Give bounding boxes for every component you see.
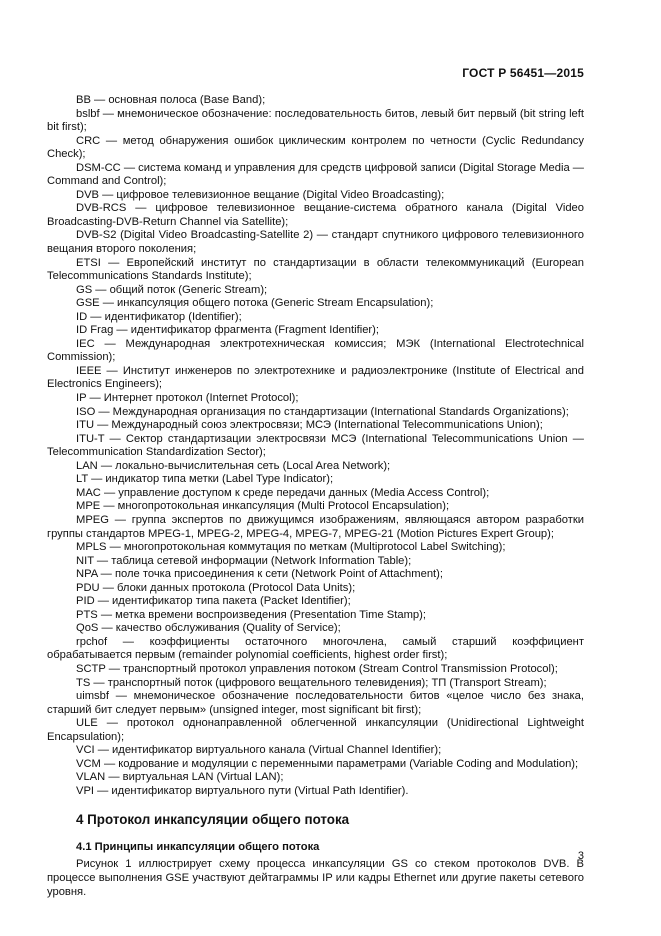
abbreviation-entry: VLAN — виртуальная LAN (Virtual LAN);: [76, 771, 284, 784]
abbreviation-entry: IEEE — Институт инженеров по электротехнике и радиоэлектронике (Institute of Electrical and Electronics Engineers);: [47, 364, 584, 391]
abbreviation-list: [47, 94, 584, 798]
abbreviation-entry: MPEG — группа экспертов по движущимся изображениям, являющаяся автором разработки группы стандартов MPEG-1, MPEG-2, MPEG-4, MPEG-7, MPEG-21 (Motion Pictures Expert Group);: [47, 513, 584, 540]
page-number: 3: [577, 850, 584, 862]
abbreviation-entry: BB — основная полоса (Base Band);: [76, 94, 266, 106]
section-4-heading: 4 Протокол инкапсуляции общего потока: [76, 812, 350, 828]
abbreviation-entry: DVB — цифровое телевизионное вещание (Digital Video Broadcasting);: [76, 188, 445, 201]
abbreviation-entry: GSE — инкапсуляция общего потока (Generic Stream Encapsulation);: [76, 297, 434, 310]
section-4-1-paragraph: Рисунок 1 иллюстрирует схему процесса инкапсуляции GS со стеком протоколов DVB. В процессе выполнения GSE участвуют дейтаграммы IP или кадры Ethernet или другие пакеты сетевого уровня.: [47, 858, 584, 898]
abbreviation-entry: MAC — управление доступом к среде передачи данных (Media Access Control);: [76, 486, 490, 499]
section-4-1-heading: 4.1 Принципы инкапсуляции общего потока: [76, 841, 320, 854]
abbreviation-entry: LT — индикатор типа метки (Label Type Indicator);: [76, 473, 334, 486]
abbreviation-entry: NIT — таблица сетевой информации (Network Information Table);: [76, 554, 412, 567]
abbreviation-entry: MPLS — многопротокольная коммутация по меткам (Multiprotocol Label Switching);: [76, 541, 506, 554]
abbreviation-entry: PTS — метка времени воспроизведения (Presentation Time Stamp);: [76, 608, 426, 621]
abbreviation-entry: bslbf — мнемоническое обозначение: последовательность битов, левый бит первый (bit string left bit first);: [47, 107, 584, 134]
abbreviation-entry: DVB-S2 (Digital Video Broadcasting-Satellite 2) — стандарт спутникого цифрового телевизионного вещания второго поколения;: [47, 229, 584, 256]
abbreviation-entry: DSM-CC — система команд и управления для средств цифровой записи (Digital Storage Media — Command and Control);: [47, 161, 584, 188]
abbreviation-entry: IEC — Международная электротехническая комиссия; МЭК (International Electrotechnical Commission);: [47, 337, 584, 364]
abbreviation-entry: ISO — Международная организация по стандартизации (International Standards Organizations);: [76, 405, 569, 418]
abbreviation-entry: rpchof — коэффициенты остаточного многочлена, самый старший коэффициент обрабатывается первым (remainder polynomial coefficients, highest order first);: [47, 635, 584, 662]
abbreviation-entry: ID Frag — идентификатор фрагмента (Fragment Identifier);: [76, 324, 379, 337]
abbreviation-entry: GS — общий поток (Generic Stream);: [76, 283, 268, 296]
abbreviation-entry: PID — идентификатор типа пакета (Packet Identifier);: [76, 595, 351, 608]
abbreviation-entry: ULE — протокол однонаправленной облегченной инкапсуляции (Unidirectional Lightweight Encapsulation);: [47, 717, 584, 743]
abbreviation-entry: QoS — качество обслуживания (Quality of Service);: [76, 622, 341, 635]
abbreviation-entry: uimsbf — мнемоническое обозначение последовательности битов «целое число без знака, старший бит следует первым» (unsigned integer, most significant bit first);: [47, 690, 584, 716]
abbreviation-entry: NPA — поле точка присоединения к сети (Network Point of Attachment);: [76, 568, 443, 581]
abbreviation-entry: PDU — блоки данных протокола (Protocol Data Units);: [76, 581, 356, 594]
abbreviation-entry: ID — идентификатор (Identifier);: [76, 310, 242, 323]
abbreviation-entry: MPE — многопротокольная инкапсуляция (Multi Protocol Encapsulation);: [76, 500, 450, 513]
document-content: [47, 94, 584, 899]
abbreviation-entry: VCM — кодрование и модуляции с переменными параметрами (Variable Coding and Modulation);: [76, 757, 579, 770]
abbreviation-entry: ITU-T — Сектор стандартизации электросвязи МСЭ (International Telecommunications Union — Telecommunication Standardization Sector);: [47, 432, 584, 459]
abbreviation-entry: CRC — метод обнаружения ошибок циклическим контролем по четности (Cyclic Redundancy Check);: [47, 134, 584, 161]
abbreviation-entry: VPI — идентификатор виртуального пути (Virtual Path Identifier).: [76, 784, 409, 797]
abbreviation-entry: LAN — локально-вычислительная сеть (Local Area Network);: [76, 459, 391, 472]
abbreviation-entry: DVB-RCS — цифровое телевизионное вещание-система обратного канала (Digital Video Broadcasting-DVB-Return Channel via Satellite);: [47, 202, 584, 228]
abbreviation-entry: VCI — идентификатор виртуального канала (Virtual Channel Identifier);: [76, 744, 442, 757]
abbreviation-entry: TS — транспортный поток (цифрового вещательного телевидения); ТП (Transport Stream);: [76, 676, 547, 689]
document-code-header: ГОСТ Р 56451—2015: [462, 66, 584, 80]
abbreviation-entry: SCTP — транспортный протокол управления потоком (Stream Control Transmission Protocol);: [76, 662, 558, 675]
abbreviation-entry: ITU — Международный союз электросвязи; МСЭ (International Telecommunications Union);: [76, 419, 543, 432]
abbreviation-entry: IP — Интернет протокол (Internet Protocol);: [76, 392, 299, 405]
abbreviation-entry: ETSI — Европейский институт по стандартизации в области телекоммуникаций (European Telecommunications Standards Institute);: [47, 256, 584, 283]
